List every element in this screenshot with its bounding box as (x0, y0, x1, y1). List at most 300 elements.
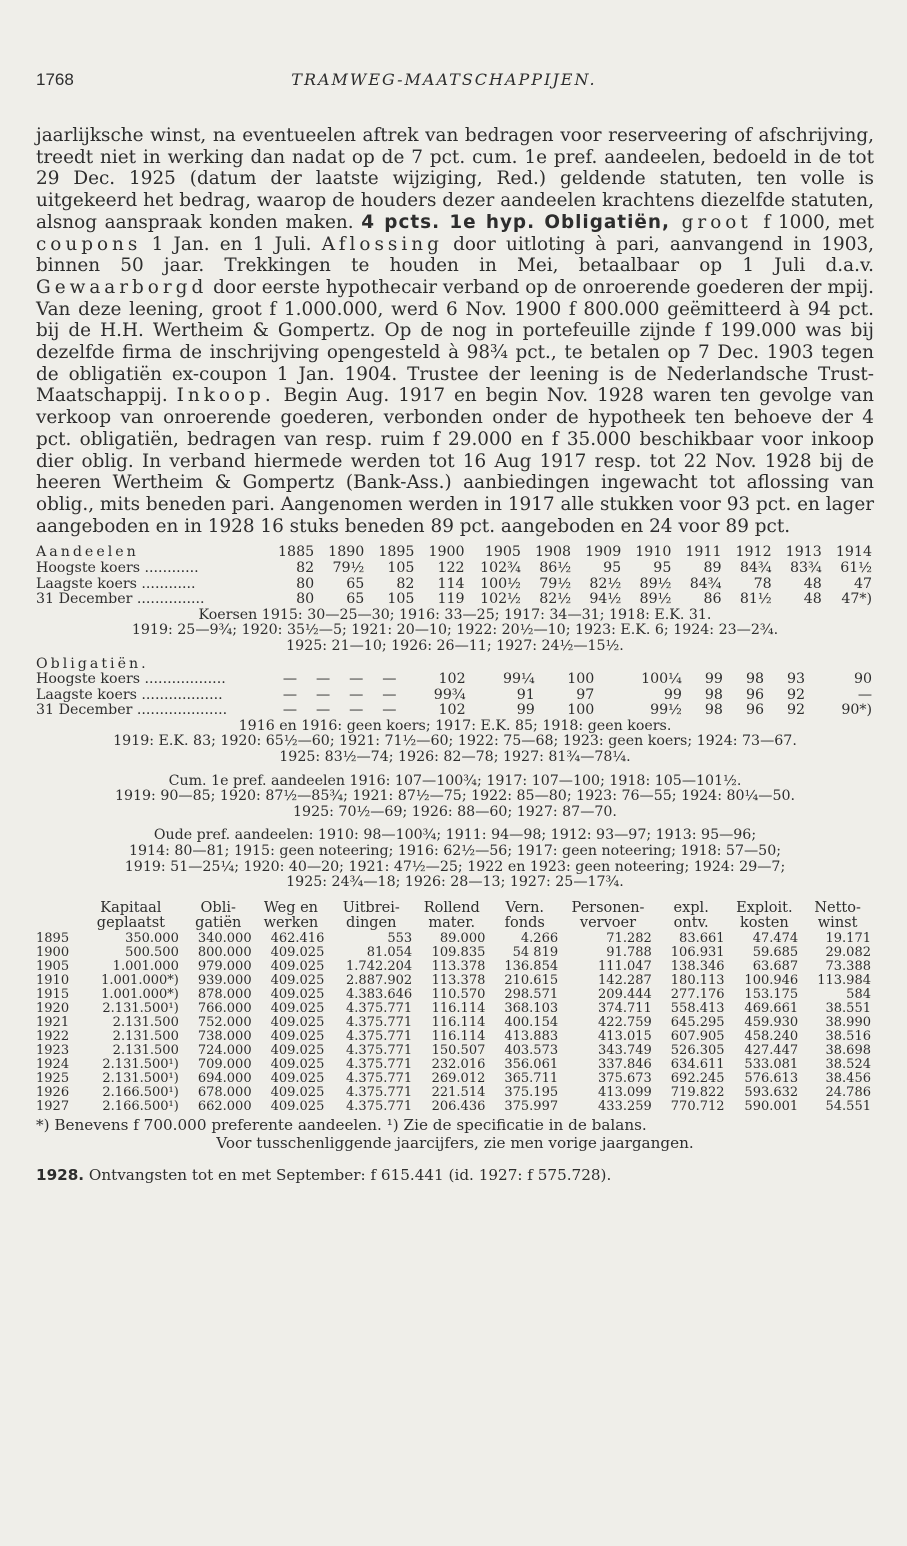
value-cell: 277.176 (670, 986, 725, 1002)
value-cell: 102 (438, 702, 466, 719)
row-label: Hoogste koers ............ (36, 559, 199, 576)
value-cell: 409.025 (270, 1056, 325, 1072)
value-cell: 116.114 (431, 1014, 486, 1030)
value-cell: — (316, 686, 331, 703)
value-cell: 4.375.771 (346, 1042, 413, 1058)
value-cell: 375.195 (504, 1084, 559, 1100)
value-cell: 114 (437, 575, 465, 592)
para-text: Begin Aug. 1917 en begin Nov. 1928 waren ten gevolge van verkoop van onroerende goederen, verbonden onder de hypotheek ten behoeve der 4 pct. obligatiën, bedragen van resp. ruim f 29.000 en f 35.000 beschikbaar voor inkoop dier oblig. In verband hiermede werden tot 16 Aug 1917 resp. tot 22 Nov. 1928 bij de heeren Wertheim & Gompertz (Bank-Ass.) aanbiedingen ingewacht tot aflossing van oblig., mits beneden pari. Aangenomen werden in 1917 alle stukken voor 93 pct. en lager aangeboden en in 1928 16 stuks beneden 89 pct. aangeboden en 24 voor 89 pct. (36, 385, 874, 537)
table-row (36, 561, 874, 577)
value-cell: 368.103 (504, 1000, 559, 1016)
value-cell: 38.551 (825, 1000, 871, 1016)
value-cell: 337.846 (598, 1056, 652, 1072)
value-cell: 54 819 (512, 944, 559, 960)
year-cell: 1914 (835, 544, 872, 561)
running-title: TRAMWEG-MAATSCHAPPIJEN. (291, 70, 597, 89)
year-cell: 1885 (278, 544, 315, 561)
column-header: Exploit. kosten (736, 899, 793, 932)
table-row (36, 688, 874, 704)
value-cell: 98 (704, 702, 723, 719)
value-cell: 678.000 (197, 1084, 252, 1100)
value-cell: 100½ (480, 575, 521, 592)
value-cell: 433.259 (598, 1098, 652, 1114)
value-cell: 138.346 (670, 958, 725, 974)
year-cell: 1900 (428, 544, 465, 561)
value-cell: 206.436 (431, 1098, 486, 1114)
year-cell: 1922 (36, 1028, 70, 1044)
column-header: expl. ontv. (673, 899, 709, 932)
value-cell: 73.388 (825, 958, 871, 974)
value-cell: 100 (567, 702, 595, 719)
oude-pref-line: 1914: 80—81; 1915: geen noteering; 1916: 62½—56; 1917: geen noteering; 1918: 57—50; (128, 843, 781, 860)
value-cell: 100¼ (641, 671, 682, 688)
value-cell: 4.375.771 (346, 1014, 413, 1030)
koersen-line: 1919: 25—9¾; 1920: 35½—5; 1921: 20—10; 1922: 20½—10; 1923: E.K. 6; 1924: 23—2¾. (131, 622, 779, 639)
year-cell: 1927 (36, 1098, 70, 1114)
value-cell: 210.615 (504, 972, 559, 988)
table-row (36, 1058, 874, 1072)
year-cell: 1905 (36, 958, 70, 974)
table-row (36, 577, 874, 593)
cum-pref-line: Cum. 1e pref. aandeelen 1916: 107—100¾; 1917: 107—100; 1918: 105—101½. (168, 772, 742, 789)
value-cell: 4.375.771 (346, 1070, 413, 1086)
value-cell: 38.524 (825, 1056, 871, 1072)
value-cell: 409.025 (270, 1070, 325, 1086)
value-cell: 766.000 (197, 1000, 252, 1016)
year-cell: 1924 (36, 1056, 70, 1072)
value-cell: 413.883 (504, 1028, 559, 1044)
value-cell: 47.474 (752, 930, 799, 946)
aandeelen-table (36, 545, 874, 607)
koersen-line: Koersen 1915: 30—25—30; 1916: 33—25; 1917: 34—31; 1918: E.K. 31. (198, 606, 712, 623)
value-cell: — (316, 702, 331, 719)
para-text: 1 Jan. en 1 Juli. (141, 233, 322, 255)
value-cell: 409.025 (270, 1014, 325, 1030)
value-cell: 232.016 (431, 1056, 486, 1072)
value-cell: 724.000 (197, 1042, 252, 1058)
value-cell: 65 (346, 591, 365, 608)
value-cell: 607.905 (670, 1028, 725, 1044)
value-cell: 298.571 (504, 986, 559, 1002)
value-cell: 427.447 (744, 1042, 799, 1058)
value-cell: 1.742.204 (346, 958, 413, 974)
page-number: 1768 (36, 70, 74, 89)
receipts-note (36, 1166, 874, 1184)
value-cell: 100 (567, 671, 595, 688)
value-cell: 400.154 (504, 1014, 559, 1030)
table-row (36, 974, 874, 988)
value-cell: 409.025 (270, 944, 325, 960)
value-cell: 593.632 (744, 1084, 799, 1100)
value-cell: 29.082 (825, 944, 871, 960)
value-cell: — (282, 686, 298, 703)
table-header-row (36, 545, 874, 561)
value-cell: 109.835 (431, 944, 486, 960)
year-cell: 1910 (36, 972, 70, 988)
value-cell: 82½ (539, 591, 572, 608)
year-cell: 1923 (36, 1042, 70, 1058)
value-cell: 38.516 (825, 1028, 871, 1044)
value-cell: 38.990 (825, 1014, 871, 1030)
value-cell: 113.984 (817, 972, 871, 988)
value-cell: 99 (663, 686, 682, 703)
value-cell: 105 (387, 591, 415, 608)
value-cell: — (382, 686, 397, 703)
column-header: Personen- vervoer (571, 899, 645, 932)
value-cell: 78 (753, 575, 772, 592)
value-cell: 102¾ (480, 559, 521, 576)
value-cell: 80 (296, 591, 315, 608)
bond-heading: 4 pcts. 1e hyp. Obligatiën, (361, 211, 670, 233)
value-cell: 409.025 (270, 1042, 325, 1058)
value-cell: 269.012 (431, 1070, 486, 1086)
para-text: groot (669, 211, 764, 233)
value-cell: 95 (603, 559, 622, 576)
table-row (36, 1044, 874, 1058)
value-cell: 79½ (332, 559, 365, 576)
value-cell: 4.375.771 (346, 1056, 413, 1072)
value-cell: 86½ (539, 559, 572, 576)
value-cell: 89½ (639, 575, 672, 592)
year-cell: 1900 (36, 944, 70, 960)
value-cell: 19.171 (825, 930, 871, 946)
year-cell: 1895 (378, 544, 415, 561)
table-row (36, 988, 874, 1002)
table-row (36, 960, 874, 974)
financial-table (36, 901, 874, 1114)
table-row (36, 946, 874, 960)
value-cell: 2.166.500¹) (102, 1084, 179, 1100)
receipts-year: 1928. (36, 1165, 85, 1184)
year-cell: 1925 (36, 1070, 70, 1086)
value-cell: 4.383.646 (346, 986, 413, 1002)
year-cell: 1910 (635, 544, 672, 561)
value-cell: 1.001.000*) (101, 972, 179, 988)
value-cell: 91.788 (606, 944, 652, 960)
value-cell: 96 (745, 702, 764, 719)
column-header: Kapitaal geplaatst (96, 899, 165, 932)
row-label: 31 December ............... (36, 591, 205, 608)
value-cell: 340.000 (197, 930, 252, 946)
koersen-line: 1916 en 1916: geen koers; 1917: E.K. 85; 1918: geen koers. (238, 717, 672, 734)
table-row (36, 932, 874, 946)
value-cell: — (282, 702, 298, 719)
value-cell: 2.887.902 (346, 972, 413, 988)
value-cell: 409.025 (270, 1028, 325, 1044)
spaced-term: coupons (36, 233, 142, 255)
value-cell: 662.000 (197, 1098, 252, 1114)
value-cell: 533.081 (744, 1056, 799, 1072)
cum-pref-line: 1925: 70½—69; 1926: 88—60; 1927: 87—70. (293, 803, 617, 820)
value-cell: 4.375.771 (346, 1098, 413, 1114)
para-text: f 1000, met (763, 211, 874, 233)
value-cell: 122 (437, 559, 465, 576)
oude-pref-line: Oude pref. aandeelen: 1910: 98—100¾; 1911: 94—98; 1912: 93—97; 1913: 95—96; (153, 827, 757, 844)
document-page (36, 70, 874, 1184)
value-cell: 113.378 (431, 972, 486, 988)
value-cell: 939.000 (197, 972, 252, 988)
year-cell: 1911 (685, 544, 722, 561)
year-cell: 1912 (735, 544, 772, 561)
value-cell: 89½ (639, 591, 672, 608)
value-cell: 343.749 (598, 1042, 652, 1058)
value-cell: 136.854 (504, 958, 559, 974)
value-cell: 584 (846, 986, 871, 1002)
value-cell: 65 (346, 575, 365, 592)
value-cell: 645.295 (670, 1014, 725, 1030)
value-cell: 90 (853, 671, 872, 688)
footnote: *) Benevens f 700.000 preferente aandeelen. ¹) Zie de specificatie in de balans. (36, 1115, 647, 1134)
value-cell: 59.685 (752, 944, 799, 960)
value-cell: 84¾ (739, 559, 772, 576)
year-cell: 1920 (36, 1000, 70, 1016)
table-row (36, 592, 874, 608)
value-cell: 38.698 (825, 1042, 871, 1058)
value-cell: 2.131.500 (112, 1028, 179, 1044)
koersen-line: 1919: E.K. 83; 1920: 65½—60; 1921: 71½—60; 1922: 75—68; 1923: geen koers; 1924: 73—67. (113, 733, 797, 750)
value-cell: 150.507 (431, 1042, 486, 1058)
value-cell: 4.375.771 (346, 1000, 413, 1016)
value-cell: 375.997 (504, 1098, 559, 1114)
year-cell: 1915 (36, 986, 70, 1002)
value-cell: — (349, 702, 364, 719)
value-cell: 462.416 (270, 930, 325, 946)
value-cell: 82 (296, 559, 315, 576)
value-cell: 350.000 (125, 930, 179, 946)
para-text: door eerste hypothecair verband op de onroerende goederen der mpij. Van deze leening, groot f 1.000.000, werd 6 Nov. 1900 f 800.000 geëmitteerd à 94 pct. bij de H.H. Wertheim & Gompertz. Op de nog in portefeuille zijnde f 199.000 was bij dezelfde firma de inschrijving opengesteld à 98¾ pct., te betalen op 7 Dec. 1903 tegen de obligatiën ex-coupon 1 Jan. 1904. Trustee der leening is de Nederlandsche Trust-Maatschappij. (36, 276, 874, 407)
value-cell: 63.687 (752, 958, 799, 974)
value-cell: 48 (803, 575, 822, 592)
body-paragraph (36, 125, 874, 537)
year-cell: 1908 (534, 544, 572, 561)
value-cell: 409.025 (270, 1000, 325, 1016)
table-row (36, 703, 874, 719)
year-cell: 1921 (36, 1014, 70, 1030)
value-cell: — (349, 671, 364, 688)
column-header: Vern. fonds (504, 899, 545, 932)
koersen-line: 1925: 83½—74; 1926: 82—78; 1927: 81¾—78¼. (279, 749, 631, 766)
year-cell: 1909 (585, 544, 622, 561)
value-cell: 99¼ (502, 671, 535, 688)
value-cell: 770.712 (670, 1098, 725, 1114)
value-cell: 82½ (589, 575, 622, 592)
value-cell: 82 (396, 575, 415, 592)
table-title: Aandeelen (36, 544, 139, 561)
value-cell: 98 (704, 686, 723, 703)
value-cell: 2.131.500¹) (102, 1000, 179, 1016)
spaced-term: Aflossing (321, 233, 443, 255)
value-cell: 2.131.500 (112, 1042, 179, 1058)
value-cell: 4.375.771 (346, 1028, 413, 1044)
value-cell: 375.673 (598, 1070, 652, 1086)
value-cell: 98 (745, 671, 764, 688)
receipts-text: Ontvangsten tot en met September: f 615.441 (id. 1927: f 575.728). (88, 1165, 612, 1184)
value-cell: 409.025 (270, 1098, 325, 1114)
value-cell: 1.001.000 (112, 958, 179, 974)
value-cell: 96 (745, 686, 764, 703)
value-cell: 694.000 (197, 1070, 252, 1086)
value-cell: 81.054 (366, 944, 413, 960)
value-cell: 409.025 (270, 986, 325, 1002)
value-cell: 113.378 (431, 958, 486, 974)
value-cell: 459.930 (744, 1014, 799, 1030)
page-header (36, 70, 874, 100)
table-row (36, 672, 874, 688)
value-cell: 979.000 (197, 958, 252, 974)
value-cell: 119 (437, 591, 465, 608)
value-cell: 48 (803, 591, 822, 608)
value-cell: 413.015 (598, 1028, 652, 1044)
value-cell: 47 (853, 575, 872, 592)
value-cell: 2.131.500 (112, 1014, 179, 1030)
value-cell: 374.711 (598, 1000, 652, 1016)
year-cell: 1895 (36, 930, 70, 946)
value-cell: 84¾ (689, 575, 722, 592)
value-cell: 878.000 (197, 986, 252, 1002)
value-cell: 105 (387, 559, 415, 576)
value-cell: 2.131.500¹) (102, 1070, 179, 1086)
value-cell: 4.375.771 (346, 1084, 413, 1100)
value-cell: 81½ (739, 591, 772, 608)
table-header-row (36, 657, 874, 673)
year-cell: 1926 (36, 1084, 70, 1100)
spaced-term: Gewaarborgd (36, 276, 208, 298)
value-cell: 692.245 (670, 1070, 725, 1086)
value-cell: 738.000 (197, 1028, 252, 1044)
row-label: Laagste koers ............ (36, 575, 196, 592)
value-cell: 38.456 (825, 1070, 871, 1086)
value-cell: 221.514 (431, 1084, 486, 1100)
oude-pref-line: 1925: 24¾—18; 1926: 28—13; 1927: 25—17¾. (286, 874, 624, 891)
table-row (36, 1086, 874, 1100)
row-label: 31 December .................... (36, 702, 228, 719)
value-cell: — (316, 671, 331, 688)
year-cell: 1890 (328, 544, 365, 561)
value-cell: 1.001.000*) (101, 986, 179, 1002)
column-header: Netto- winst (814, 899, 861, 932)
spaced-term: Inkoop. (176, 385, 275, 407)
value-cell: 99 (704, 671, 723, 688)
value-cell: — (382, 671, 397, 688)
value-cell: 553 (387, 930, 413, 946)
value-cell: 99½ (650, 702, 682, 719)
value-cell: 590.001 (744, 1098, 799, 1114)
row-label: Laagste koers .................. (36, 686, 223, 703)
value-cell: 576.613 (744, 1070, 799, 1086)
value-cell: 89.000 (439, 930, 486, 946)
value-cell: — (282, 671, 298, 688)
table-row (36, 1002, 874, 1016)
value-cell: 90*) (841, 702, 872, 719)
value-cell: 83.661 (679, 930, 725, 946)
value-cell: 365.711 (504, 1070, 559, 1086)
value-cell: — (349, 686, 364, 703)
value-cell: 100.946 (744, 972, 799, 988)
value-cell: 86 (703, 591, 722, 608)
value-cell: 752.000 (197, 1014, 252, 1030)
value-cell: 2.131.500¹) (102, 1056, 179, 1072)
column-header: Rollend mater. (423, 899, 480, 932)
table-row (36, 1072, 874, 1086)
value-cell: 54.551 (825, 1098, 871, 1114)
value-cell: 102½ (480, 591, 521, 608)
year-cell: 1913 (785, 544, 822, 561)
table-row (36, 1030, 874, 1044)
value-cell: 111.047 (598, 958, 652, 974)
value-cell: 110.570 (431, 986, 486, 1002)
para-text: jaarlijksche winst, na eventueelen aftrek van bedragen voor reserveering of afschrijving, treedt niet in werking dan nadat op de 7 pct. cum. 1e pref. aandeelen, bedoeld in de tot 29 Dec. 1925 (datum der laatste wijziging, Red.) geldende statuten, ten volle is uitgekeerd het bedrag, waarop de houders dezer aandeelen krachtens diezelfde statuten, alsnog aanspraak konden maken. (36, 125, 874, 233)
value-cell: 409.025 (270, 1084, 325, 1100)
value-cell: 91 (516, 686, 535, 703)
value-cell: 83¾ (789, 559, 822, 576)
value-cell: 180.113 (670, 972, 725, 988)
value-cell: 634.611 (670, 1056, 725, 1072)
value-cell: 142.287 (598, 972, 652, 988)
table-row (36, 1100, 874, 1114)
value-cell: 403.573 (504, 1042, 559, 1058)
value-cell: 458.240 (744, 1028, 799, 1044)
value-cell: 409.025 (270, 972, 325, 988)
cum-pref-line: 1919: 90—85; 1920: 87½—85¾; 1921: 87½—75; 1922: 85—80; 1923: 76—55; 1924: 80¼—50. (114, 788, 796, 805)
value-cell: 413.099 (598, 1084, 652, 1100)
value-cell: 469.661 (744, 1000, 799, 1016)
value-cell: 356.061 (504, 1056, 559, 1072)
year-cell: 1905 (484, 544, 521, 561)
column-header: Weg en werken (263, 899, 319, 932)
value-cell: 97 (576, 686, 595, 703)
value-cell: 24.786 (825, 1084, 871, 1100)
value-cell: 500.500 (125, 944, 179, 960)
value-cell: 719.822 (670, 1084, 725, 1100)
value-cell: 102 (438, 671, 466, 688)
value-cell: — (382, 702, 397, 719)
column-header: Uitbrei- dingen (342, 899, 400, 932)
value-cell: 116.114 (431, 1000, 486, 1016)
value-cell: 116.114 (431, 1028, 486, 1044)
financial-table-body (36, 932, 874, 1114)
column-header: Obli- gatiën (195, 899, 242, 932)
column-header (36, 901, 80, 932)
value-cell: 4.266 (520, 930, 559, 946)
value-cell: 89 (703, 559, 722, 576)
footnote-jaarcijfers: Voor tusschenliggende jaarcijfers, zie men vorige jaargangen. (216, 1133, 694, 1152)
value-cell: 422.759 (598, 1014, 652, 1030)
value-cell: 92 (786, 702, 806, 719)
value-cell: 153.175 (744, 986, 799, 1002)
value-cell: 2.166.500¹) (102, 1098, 179, 1114)
value-cell: 61½ (840, 559, 872, 576)
obligatien-table (36, 657, 874, 719)
row-label: Hoogste koers .................. (36, 671, 226, 688)
value-cell: 209.444 (598, 986, 652, 1002)
value-cell: 800.000 (197, 944, 252, 960)
value-cell: 47*) (841, 591, 872, 608)
table-row (36, 1016, 874, 1030)
value-cell: 71.282 (606, 930, 652, 946)
para-text: door uitloting à pari, aanvangend in 1903, binnen 50 jaar. Trekkingen te houden in Mei, betaalbaar op 1 Juli d.a.v. (36, 233, 874, 277)
oude-pref-line: 1919: 51—25¼; 1920: 40—20; 1921: 47½—25; 1922 en 1923: geen noteering; 1924: 29—7; (124, 858, 786, 875)
value-cell: 558.413 (670, 1000, 725, 1016)
value-cell: 95 (653, 559, 672, 576)
value-cell: — (857, 686, 872, 703)
table-header-row (36, 901, 874, 932)
value-cell: 79½ (539, 575, 572, 592)
value-cell: 409.025 (270, 958, 325, 974)
value-cell: 99 (516, 702, 535, 719)
value-cell: 92 (786, 686, 806, 703)
value-cell: 526.305 (670, 1042, 725, 1058)
koersen-line: 1925: 21—10; 1926: 26—11; 1927: 24½—15½. (286, 637, 624, 654)
